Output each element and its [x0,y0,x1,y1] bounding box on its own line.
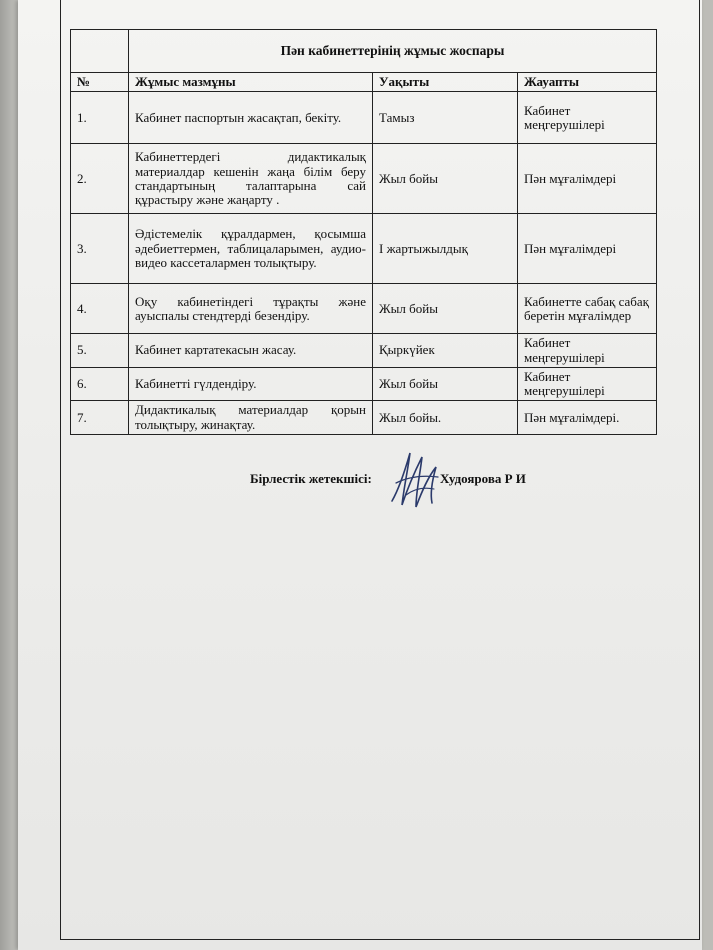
row-responsible: Пән мұғалімдері [518,214,657,284]
row-number: 3. [71,214,129,284]
row-responsible: Кабинет меңгерушілері [518,92,657,144]
row-responsible: Кабинетте сабақ сабақ беретін мұғалімдер [518,284,657,334]
row-time: Қыркүйек [373,334,518,368]
row-responsible: Пән мұғалімдері. [518,401,657,435]
signature-block [250,447,570,517]
row-number: 6. [71,367,129,401]
row-content: Әдістемелік құралдармен, қосымша әдебиеттермен, таблицаларымен, аудио-видео кассеталармен толықтыру. [129,214,373,284]
row-number: 1. [71,92,129,144]
row-time: Жыл бойы [373,367,518,401]
row-content: Кабинет паспортын жасақтап, бекіту. [129,92,373,144]
table-title: Пән кабинеттерінің жұмыс жоспары [129,30,657,73]
background-edge [0,0,20,950]
header-time: Уақыты [373,73,518,92]
row-time: Жыл бойы. [373,401,518,435]
header-row [71,73,657,92]
handwritten-signature [386,447,448,511]
table-row [71,214,657,284]
row-number: 4. [71,284,129,334]
table-row [71,144,657,214]
header-responsible: Жауапты [518,73,657,92]
table-row [71,284,657,334]
row-content: Оқу кабинетіндегі тұрақты және ауыспалы стендтерді безендіру. [129,284,373,334]
table-row [71,334,657,368]
row-number: 5. [71,334,129,368]
work-plan-table [70,29,657,435]
table-row [71,92,657,144]
title-empty-cell [71,30,129,73]
table-row [71,367,657,401]
row-content: Кабинеттердегі дидактикалық материалдар кешенін жаңа білім беру стандартының талаптарына сай құрастыру және жаңарту . [129,144,373,214]
row-number: 7. [71,401,129,435]
signatory-name: Худоярова Р И [440,471,526,486]
table-row [71,401,657,435]
header-number: № [71,73,129,92]
row-time: Тамыз [373,92,518,144]
row-time: І жартыжылдық [373,214,518,284]
signature-label: Бірлестік жетекшісі: [250,471,372,486]
row-time: Жыл бойы [373,144,518,214]
row-responsible: Пән мұғалімдері [518,144,657,214]
row-content: Дидактикалық материалдар қорын толықтыру, жинақтау. [129,401,373,435]
row-content: Кабинетті гүлдендіру. [129,367,373,401]
document-page [18,0,702,950]
header-content: Жұмыс мазмұны [129,73,373,92]
row-content: Кабинет картатекасын жасау. [129,334,373,368]
row-responsible: Кабинет меңгерушілері [518,367,657,401]
row-responsible: Кабинет меңгерушілері [518,334,657,368]
row-number: 2. [71,144,129,214]
row-time: Жыл бойы [373,284,518,334]
title-row [71,30,657,73]
